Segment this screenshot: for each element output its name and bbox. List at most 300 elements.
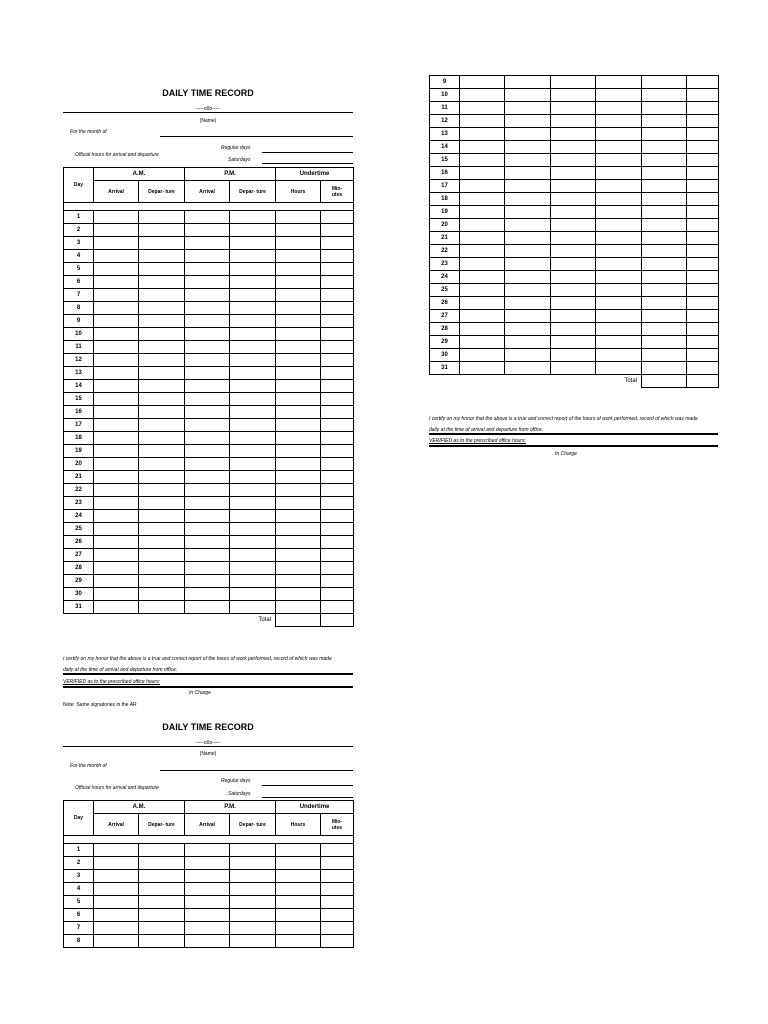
pm-arrival-cell[interactable]	[551, 258, 596, 271]
undertime-hours-cell[interactable]	[276, 341, 321, 354]
pm-arrival-cell[interactable]	[551, 349, 596, 362]
undertime-hours-cell[interactable]	[642, 167, 687, 180]
undertime-hours-cell[interactable]	[276, 857, 321, 870]
am-arrival-cell[interactable]	[94, 263, 139, 276]
am-arrival-cell[interactable]	[460, 219, 505, 232]
pm-departure-cell[interactable]	[230, 380, 276, 393]
undertime-minutes-cell[interactable]	[687, 154, 719, 167]
am-arrival-cell[interactable]	[94, 844, 139, 857]
pm-departure-cell[interactable]	[230, 211, 276, 224]
am-departure-cell[interactable]	[139, 844, 185, 857]
am-departure-cell[interactable]	[139, 484, 185, 497]
am-departure-cell[interactable]	[139, 419, 185, 432]
am-departure-cell[interactable]	[505, 336, 551, 349]
am-departure-cell[interactable]	[139, 393, 185, 406]
undertime-hours-cell[interactable]	[276, 458, 321, 471]
am-arrival-cell[interactable]	[460, 297, 505, 310]
am-departure-cell[interactable]	[139, 250, 185, 263]
am-departure-cell[interactable]	[505, 180, 551, 193]
undertime-minutes-cell[interactable]	[321, 419, 354, 432]
pm-arrival-cell[interactable]	[185, 250, 230, 263]
undertime-minutes-cell[interactable]	[687, 141, 719, 154]
pm-departure-cell[interactable]	[230, 857, 276, 870]
pm-arrival-cell[interactable]	[185, 497, 230, 510]
pm-arrival-cell[interactable]	[551, 115, 596, 128]
am-departure-cell[interactable]	[139, 497, 185, 510]
pm-departure-cell[interactable]	[596, 206, 642, 219]
undertime-minutes-cell[interactable]	[321, 445, 354, 458]
total-hours-cell[interactable]	[276, 614, 321, 627]
pm-arrival-cell[interactable]	[185, 896, 230, 909]
pm-arrival-cell[interactable]	[185, 367, 230, 380]
form3-month-line[interactable]	[160, 770, 353, 771]
undertime-minutes-cell[interactable]	[321, 224, 354, 237]
pm-arrival-cell[interactable]	[551, 232, 596, 245]
form1-regular-days-line[interactable]	[262, 152, 353, 153]
undertime-hours-cell[interactable]	[642, 232, 687, 245]
pm-arrival-cell[interactable]	[185, 484, 230, 497]
am-arrival-cell[interactable]	[460, 362, 505, 375]
pm-departure-cell[interactable]	[230, 367, 276, 380]
am-departure-cell[interactable]	[505, 102, 551, 115]
pm-departure-cell[interactable]	[230, 909, 276, 922]
pm-arrival-cell[interactable]	[185, 935, 230, 948]
undertime-hours-cell[interactable]	[642, 297, 687, 310]
am-arrival-cell[interactable]	[94, 250, 139, 263]
am-arrival-cell[interactable]	[94, 857, 139, 870]
am-arrival-cell[interactable]	[94, 922, 139, 935]
undertime-minutes-cell[interactable]	[321, 406, 354, 419]
undertime-minutes-cell[interactable]	[687, 362, 719, 375]
pm-arrival-cell[interactable]	[551, 128, 596, 141]
undertime-minutes-cell[interactable]	[687, 232, 719, 245]
am-arrival-cell[interactable]	[94, 883, 139, 896]
undertime-hours-cell[interactable]	[276, 263, 321, 276]
am-departure-cell[interactable]	[139, 857, 185, 870]
pm-departure-cell[interactable]	[230, 289, 276, 302]
pm-departure-cell[interactable]	[596, 362, 642, 375]
am-arrival-cell[interactable]	[94, 510, 139, 523]
am-arrival-cell[interactable]	[460, 206, 505, 219]
pm-departure-cell[interactable]	[596, 76, 642, 89]
undertime-hours-cell[interactable]	[276, 471, 321, 484]
form1-verified-line[interactable]	[63, 686, 353, 688]
pm-arrival-cell[interactable]	[185, 844, 230, 857]
undertime-minutes-cell[interactable]	[321, 276, 354, 289]
pm-arrival-cell[interactable]	[185, 458, 230, 471]
pm-departure-cell[interactable]	[596, 284, 642, 297]
undertime-minutes-cell[interactable]	[687, 89, 719, 102]
pm-departure-cell[interactable]	[596, 89, 642, 102]
undertime-hours-cell[interactable]	[276, 276, 321, 289]
undertime-hours-cell[interactable]	[276, 601, 321, 614]
am-arrival-cell[interactable]	[94, 562, 139, 575]
undertime-minutes-cell[interactable]	[321, 497, 354, 510]
undertime-minutes-cell[interactable]	[687, 284, 719, 297]
am-departure-cell[interactable]	[139, 276, 185, 289]
am-arrival-cell[interactable]	[94, 549, 139, 562]
pm-arrival-cell[interactable]	[185, 211, 230, 224]
form1-month-line[interactable]	[160, 136, 353, 137]
undertime-hours-cell[interactable]	[642, 89, 687, 102]
am-arrival-cell[interactable]	[94, 909, 139, 922]
pm-departure-cell[interactable]	[230, 562, 276, 575]
undertime-hours-cell[interactable]	[276, 844, 321, 857]
am-arrival-cell[interactable]	[460, 310, 505, 323]
pm-arrival-cell[interactable]	[185, 883, 230, 896]
pm-departure-cell[interactable]	[230, 510, 276, 523]
am-departure-cell[interactable]	[505, 89, 551, 102]
pm-departure-cell[interactable]	[230, 497, 276, 510]
undertime-hours-cell[interactable]	[276, 237, 321, 250]
pm-arrival-cell[interactable]	[185, 302, 230, 315]
pm-departure-cell[interactable]	[230, 523, 276, 536]
pm-arrival-cell[interactable]	[185, 224, 230, 237]
am-arrival-cell[interactable]	[460, 284, 505, 297]
am-departure-cell[interactable]	[139, 237, 185, 250]
pm-arrival-cell[interactable]	[551, 323, 596, 336]
pm-arrival-cell[interactable]	[185, 432, 230, 445]
undertime-hours-cell[interactable]	[276, 419, 321, 432]
am-arrival-cell[interactable]	[94, 458, 139, 471]
pm-arrival-cell[interactable]	[551, 76, 596, 89]
pm-arrival-cell[interactable]	[551, 180, 596, 193]
am-departure-cell[interactable]	[139, 471, 185, 484]
am-departure-cell[interactable]	[139, 445, 185, 458]
undertime-hours-cell[interactable]	[642, 362, 687, 375]
undertime-minutes-cell[interactable]	[321, 237, 354, 250]
am-departure-cell[interactable]	[139, 909, 185, 922]
pm-departure-cell[interactable]	[230, 328, 276, 341]
am-arrival-cell[interactable]	[94, 211, 139, 224]
pm-departure-cell[interactable]	[230, 922, 276, 935]
am-arrival-cell[interactable]	[460, 115, 505, 128]
am-departure-cell[interactable]	[505, 258, 551, 271]
undertime-minutes-cell[interactable]	[321, 211, 354, 224]
pm-arrival-cell[interactable]	[185, 328, 230, 341]
pm-arrival-cell[interactable]	[551, 297, 596, 310]
undertime-minutes-cell[interactable]	[687, 206, 719, 219]
pm-arrival-cell[interactable]	[185, 510, 230, 523]
pm-arrival-cell[interactable]	[185, 562, 230, 575]
undertime-minutes-cell[interactable]	[687, 219, 719, 232]
pm-departure-cell[interactable]	[596, 245, 642, 258]
am-arrival-cell[interactable]	[94, 419, 139, 432]
undertime-hours-cell[interactable]	[276, 250, 321, 263]
undertime-minutes-cell[interactable]	[687, 336, 719, 349]
form1-saturdays-line[interactable]	[262, 163, 353, 164]
undertime-hours-cell[interactable]	[276, 380, 321, 393]
pm-arrival-cell[interactable]	[551, 193, 596, 206]
undertime-minutes-cell[interactable]	[321, 354, 354, 367]
am-arrival-cell[interactable]	[460, 193, 505, 206]
total-minutes-cell[interactable]	[321, 614, 354, 627]
undertime-hours-cell[interactable]	[642, 258, 687, 271]
am-departure-cell[interactable]	[139, 302, 185, 315]
am-departure-cell[interactable]	[139, 588, 185, 601]
pm-arrival-cell[interactable]	[185, 354, 230, 367]
undertime-minutes-cell[interactable]	[321, 458, 354, 471]
am-arrival-cell[interactable]	[94, 870, 139, 883]
pm-arrival-cell[interactable]	[551, 336, 596, 349]
am-arrival-cell[interactable]	[94, 224, 139, 237]
undertime-minutes-cell[interactable]	[687, 297, 719, 310]
undertime-minutes-cell[interactable]	[321, 922, 354, 935]
pm-arrival-cell[interactable]	[551, 310, 596, 323]
am-departure-cell[interactable]	[139, 380, 185, 393]
pm-departure-cell[interactable]	[230, 341, 276, 354]
am-arrival-cell[interactable]	[94, 575, 139, 588]
undertime-minutes-cell[interactable]	[321, 870, 354, 883]
pm-departure-cell[interactable]	[596, 180, 642, 193]
undertime-minutes-cell[interactable]	[321, 484, 354, 497]
pm-departure-cell[interactable]	[230, 432, 276, 445]
am-departure-cell[interactable]	[505, 362, 551, 375]
am-arrival-cell[interactable]	[460, 258, 505, 271]
undertime-minutes-cell[interactable]	[321, 367, 354, 380]
pm-departure-cell[interactable]	[596, 297, 642, 310]
undertime-hours-cell[interactable]	[276, 224, 321, 237]
undertime-hours-cell[interactable]	[276, 909, 321, 922]
undertime-minutes-cell[interactable]	[687, 271, 719, 284]
undertime-hours-cell[interactable]	[276, 922, 321, 935]
undertime-minutes-cell[interactable]	[321, 883, 354, 896]
pm-arrival-cell[interactable]	[551, 245, 596, 258]
undertime-minutes-cell[interactable]	[321, 588, 354, 601]
am-departure-cell[interactable]	[139, 896, 185, 909]
pm-arrival-cell[interactable]	[185, 289, 230, 302]
pm-arrival-cell[interactable]	[185, 549, 230, 562]
pm-arrival-cell[interactable]	[185, 315, 230, 328]
am-arrival-cell[interactable]	[460, 89, 505, 102]
undertime-hours-cell[interactable]	[642, 141, 687, 154]
am-departure-cell[interactable]	[139, 562, 185, 575]
pm-departure-cell[interactable]	[230, 354, 276, 367]
am-departure-cell[interactable]	[139, 523, 185, 536]
am-departure-cell[interactable]	[139, 367, 185, 380]
pm-departure-cell[interactable]	[596, 167, 642, 180]
undertime-hours-cell[interactable]	[276, 445, 321, 458]
pm-departure-cell[interactable]	[596, 219, 642, 232]
pm-departure-cell[interactable]	[230, 471, 276, 484]
undertime-minutes-cell[interactable]	[321, 432, 354, 445]
am-departure-cell[interactable]	[139, 601, 185, 614]
undertime-minutes-cell[interactable]	[321, 302, 354, 315]
am-departure-cell[interactable]	[505, 297, 551, 310]
form3-saturdays-line[interactable]	[262, 797, 353, 798]
undertime-hours-cell[interactable]	[642, 245, 687, 258]
undertime-minutes-cell[interactable]	[321, 523, 354, 536]
am-arrival-cell[interactable]	[94, 328, 139, 341]
undertime-hours-cell[interactable]	[642, 193, 687, 206]
am-arrival-cell[interactable]	[94, 432, 139, 445]
undertime-hours-cell[interactable]	[276, 935, 321, 948]
pm-departure-cell[interactable]	[596, 102, 642, 115]
undertime-hours-cell[interactable]	[276, 315, 321, 328]
pm-arrival-cell[interactable]	[185, 419, 230, 432]
pm-arrival-cell[interactable]	[185, 909, 230, 922]
undertime-minutes-cell[interactable]	[687, 128, 719, 141]
am-departure-cell[interactable]	[139, 341, 185, 354]
am-departure-cell[interactable]	[139, 510, 185, 523]
undertime-minutes-cell[interactable]	[687, 102, 719, 115]
pm-arrival-cell[interactable]	[185, 380, 230, 393]
undertime-minutes-cell[interactable]	[687, 115, 719, 128]
pm-departure-cell[interactable]	[230, 549, 276, 562]
undertime-minutes-cell[interactable]	[321, 575, 354, 588]
undertime-minutes-cell[interactable]	[687, 76, 719, 89]
pm-arrival-cell[interactable]	[185, 471, 230, 484]
pm-arrival-cell[interactable]	[185, 523, 230, 536]
undertime-hours-cell[interactable]	[276, 549, 321, 562]
pm-departure-cell[interactable]	[596, 154, 642, 167]
undertime-minutes-cell[interactable]	[687, 245, 719, 258]
pm-arrival-cell[interactable]	[185, 575, 230, 588]
am-arrival-cell[interactable]	[94, 497, 139, 510]
undertime-minutes-cell[interactable]	[321, 510, 354, 523]
am-departure-cell[interactable]	[139, 575, 185, 588]
pm-arrival-cell[interactable]	[551, 284, 596, 297]
am-departure-cell[interactable]	[139, 328, 185, 341]
undertime-hours-cell[interactable]	[642, 180, 687, 193]
am-departure-cell[interactable]	[139, 883, 185, 896]
undertime-hours-cell[interactable]	[642, 284, 687, 297]
undertime-minutes-cell[interactable]	[321, 536, 354, 549]
undertime-minutes-cell[interactable]	[321, 315, 354, 328]
undertime-hours-cell[interactable]	[276, 510, 321, 523]
undertime-hours-cell[interactable]	[642, 154, 687, 167]
pm-arrival-cell[interactable]	[551, 362, 596, 375]
undertime-hours-cell[interactable]	[642, 128, 687, 141]
am-arrival-cell[interactable]	[460, 76, 505, 89]
am-arrival-cell[interactable]	[460, 128, 505, 141]
am-arrival-cell[interactable]	[460, 232, 505, 245]
undertime-minutes-cell[interactable]	[687, 323, 719, 336]
undertime-hours-cell[interactable]	[276, 536, 321, 549]
am-arrival-cell[interactable]	[94, 536, 139, 549]
pm-departure-cell[interactable]	[230, 263, 276, 276]
am-departure-cell[interactable]	[139, 458, 185, 471]
total-minutes-cell[interactable]	[687, 375, 719, 388]
pm-arrival-cell[interactable]	[185, 406, 230, 419]
undertime-minutes-cell[interactable]	[321, 263, 354, 276]
undertime-hours-cell[interactable]	[276, 211, 321, 224]
am-arrival-cell[interactable]	[94, 523, 139, 536]
am-arrival-cell[interactable]	[94, 315, 139, 328]
am-departure-cell[interactable]	[139, 354, 185, 367]
undertime-hours-cell[interactable]	[276, 328, 321, 341]
undertime-hours-cell[interactable]	[276, 523, 321, 536]
pm-arrival-cell[interactable]	[551, 206, 596, 219]
undertime-minutes-cell[interactable]	[321, 857, 354, 870]
am-departure-cell[interactable]	[139, 289, 185, 302]
pm-departure-cell[interactable]	[230, 484, 276, 497]
am-departure-cell[interactable]	[139, 211, 185, 224]
form3-name-line[interactable]	[63, 746, 353, 747]
am-departure-cell[interactable]	[139, 224, 185, 237]
undertime-minutes-cell[interactable]	[687, 180, 719, 193]
undertime-hours-cell[interactable]	[276, 393, 321, 406]
pm-departure-cell[interactable]	[230, 536, 276, 549]
undertime-minutes-cell[interactable]	[321, 289, 354, 302]
undertime-minutes-cell[interactable]	[687, 310, 719, 323]
pm-arrival-cell[interactable]	[551, 167, 596, 180]
pm-departure-cell[interactable]	[596, 323, 642, 336]
pm-departure-cell[interactable]	[596, 258, 642, 271]
undertime-minutes-cell[interactable]	[321, 562, 354, 575]
am-departure-cell[interactable]	[505, 115, 551, 128]
am-arrival-cell[interactable]	[460, 323, 505, 336]
pm-departure-cell[interactable]	[230, 224, 276, 237]
undertime-hours-cell[interactable]	[276, 406, 321, 419]
am-departure-cell[interactable]	[139, 935, 185, 948]
undertime-minutes-cell[interactable]	[321, 250, 354, 263]
pm-arrival-cell[interactable]	[551, 219, 596, 232]
pm-departure-cell[interactable]	[230, 419, 276, 432]
pm-arrival-cell[interactable]	[185, 445, 230, 458]
undertime-minutes-cell[interactable]	[321, 844, 354, 857]
am-arrival-cell[interactable]	[94, 393, 139, 406]
pm-departure-cell[interactable]	[596, 128, 642, 141]
am-arrival-cell[interactable]	[94, 237, 139, 250]
pm-arrival-cell[interactable]	[551, 271, 596, 284]
am-arrival-cell[interactable]	[94, 302, 139, 315]
pm-arrival-cell[interactable]	[551, 141, 596, 154]
am-arrival-cell[interactable]	[94, 276, 139, 289]
am-arrival-cell[interactable]	[94, 445, 139, 458]
undertime-minutes-cell[interactable]	[321, 896, 354, 909]
am-departure-cell[interactable]	[505, 323, 551, 336]
pm-departure-cell[interactable]	[230, 588, 276, 601]
am-arrival-cell[interactable]	[94, 367, 139, 380]
undertime-minutes-cell[interactable]	[687, 258, 719, 271]
pm-arrival-cell[interactable]	[185, 536, 230, 549]
am-departure-cell[interactable]	[505, 310, 551, 323]
undertime-minutes-cell[interactable]	[321, 328, 354, 341]
undertime-hours-cell[interactable]	[276, 432, 321, 445]
am-departure-cell[interactable]	[505, 271, 551, 284]
pm-arrival-cell[interactable]	[185, 601, 230, 614]
pm-arrival-cell[interactable]	[551, 89, 596, 102]
am-arrival-cell[interactable]	[94, 471, 139, 484]
pm-arrival-cell[interactable]	[185, 237, 230, 250]
pm-arrival-cell[interactable]	[185, 393, 230, 406]
undertime-hours-cell[interactable]	[276, 484, 321, 497]
undertime-hours-cell[interactable]	[276, 575, 321, 588]
pm-departure-cell[interactable]	[230, 406, 276, 419]
pm-arrival-cell[interactable]	[185, 341, 230, 354]
am-arrival-cell[interactable]	[94, 484, 139, 497]
am-departure-cell[interactable]	[505, 128, 551, 141]
am-arrival-cell[interactable]	[460, 180, 505, 193]
am-departure-cell[interactable]	[139, 263, 185, 276]
undertime-hours-cell[interactable]	[276, 367, 321, 380]
undertime-hours-cell[interactable]	[642, 336, 687, 349]
pm-departure-cell[interactable]	[230, 276, 276, 289]
total-hours-cell[interactable]	[642, 375, 687, 388]
pm-departure-cell[interactable]	[596, 349, 642, 362]
pm-departure-cell[interactable]	[596, 310, 642, 323]
am-departure-cell[interactable]	[505, 232, 551, 245]
pm-departure-cell[interactable]	[230, 883, 276, 896]
pm-departure-cell[interactable]	[230, 237, 276, 250]
am-departure-cell[interactable]	[139, 549, 185, 562]
am-arrival-cell[interactable]	[94, 601, 139, 614]
pm-arrival-cell[interactable]	[185, 276, 230, 289]
am-departure-cell[interactable]	[505, 193, 551, 206]
am-arrival-cell[interactable]	[460, 154, 505, 167]
am-arrival-cell[interactable]	[460, 271, 505, 284]
